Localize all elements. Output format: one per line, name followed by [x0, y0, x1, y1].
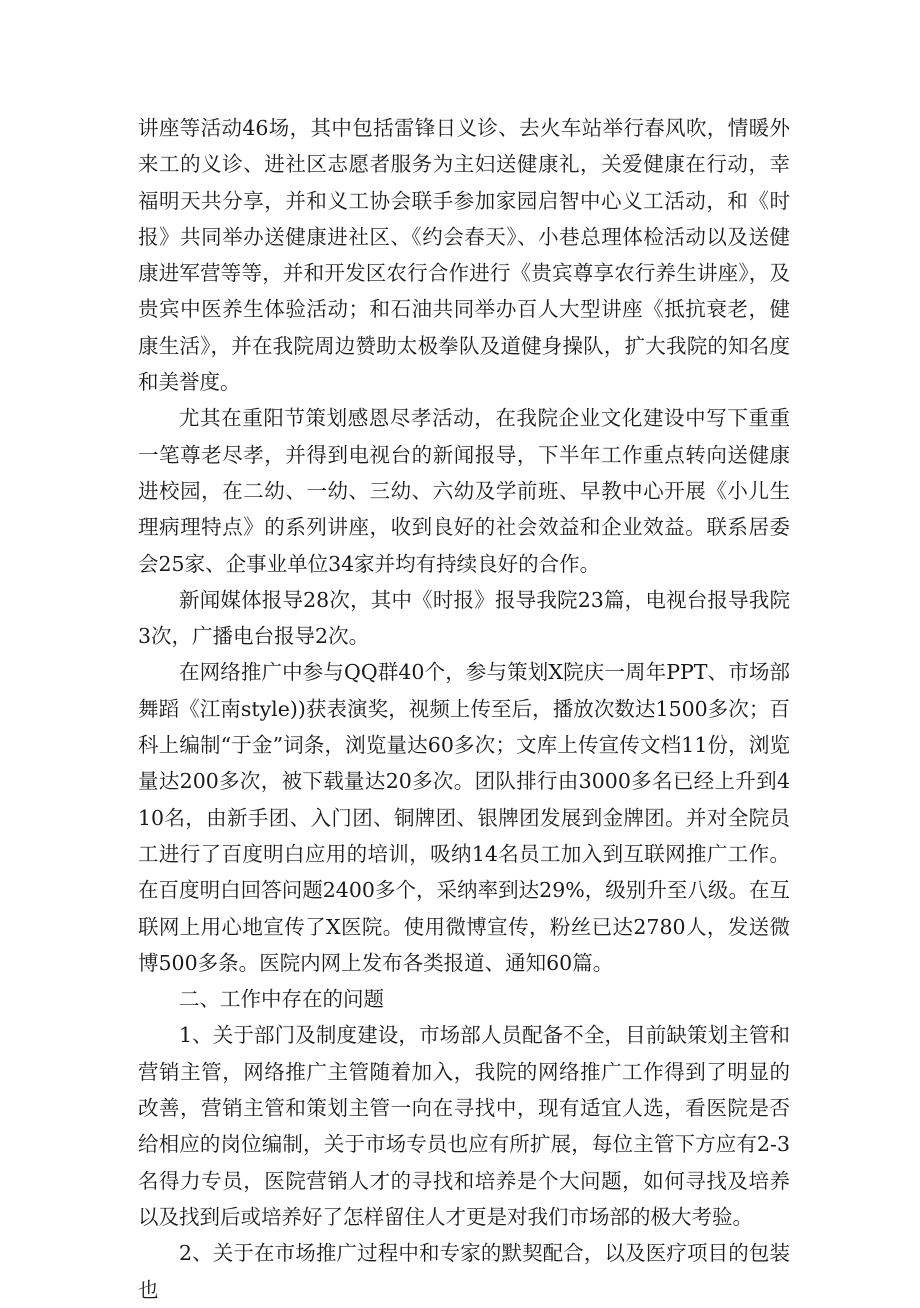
paragraph-online-promotion: 在网络推广中参与QQ群40个，参与策划X院庆一周年PPT、市场部舞蹈《江南style))获表演奖，视频上传至后，播放次数达1500多次；百科上编制“于金”词条，浏览量达60多次；文库上传宣传文档11份，浏览量达200多次，被下载量达20多次。团队排行由3000多名已经上升到410名，由新手团、入门团、铜牌团、银牌团发展到金牌团。并对全院员工进行了百度明白应用的培训，吸纳14名员工加入到互联网推广工作。在百度明白回答问题2400多个，采纳率到达29%，级别升至八级。在互联网上用心地宣传了X医院。使用微博宣传，粉丝已达2780人，发送微博500多条。医院内网上发布各类报道、通知60篇。 [138, 660, 790, 975]
document-body [138, 110, 790, 1308]
paragraph-media-reports: 新闻媒体报导28次，其中《时报》报导我院23篇，电视台报导我院3次，广播电台报导2次。 [138, 587, 790, 649]
paragraph-chongyang-festival: 尤其在重阳节策划感恩尽孝活动，在我院企业文化建设中写下重重一笔尊老尽孝，并得到电视台的新闻报导，下半年工作重点转向送健康进校园，在二幼、一幼、三幼、六幼及学前班、早教中心开展《小儿生理病理特点》的系列讲座，收到良好的社会效益和企业效益。联系居委会25家、企事业单位34家并均有持续良好的合作。 [138, 406, 790, 576]
paragraph-activities: 讲座等活动46场，其中包括雷锋日义诊、去火车站举行春风吹，情暖外来工的义诊、进社区志愿者服务为主妇送健康礼，关爱健康在行动，幸福明天共分享，并和义工协会联手参加家园启智中心义工活动，和《时报》共同举办送健康进社区、《约会春天》、小巷总理体检活动以及送健康进军营等等，并和开发区农行合作进行《贵宾尊享农行养生讲座》，及贵宾中医养生体验活动；和石油共同举办百人大型讲座《抵抗衰老，健康生活》，并在我院周边赞助太极拳队及道健身操队，扩大我院的知名度和美誉度。 [138, 116, 790, 395]
section-heading-problems: 二、工作中存在的问题 [179, 987, 384, 1012]
paragraph-problem-2: 2、关于在市场推广过程中和专家的默契配合，以及医疗项目的包装也 [138, 1241, 790, 1302]
paragraph-problem-1: 1、关于部门及制度建设，市场部人员配备不全，目前缺策划主管和营销主管，网络推广主管随着加入，我院的网络推广工作得到了明显的改善，营销主管和策划主管一向在寻找中，现有适宜人选，看医院是否给相应的岗位编制，关于市场专员也应有所扩展，每位主管下方应有2-3名得力专员，医院营销人才的寻找和培养是个大问题，如何寻找及培养以及找到后或培养好了怎样留住人才更是对我们市场部的极大考验。 [138, 1023, 790, 1229]
